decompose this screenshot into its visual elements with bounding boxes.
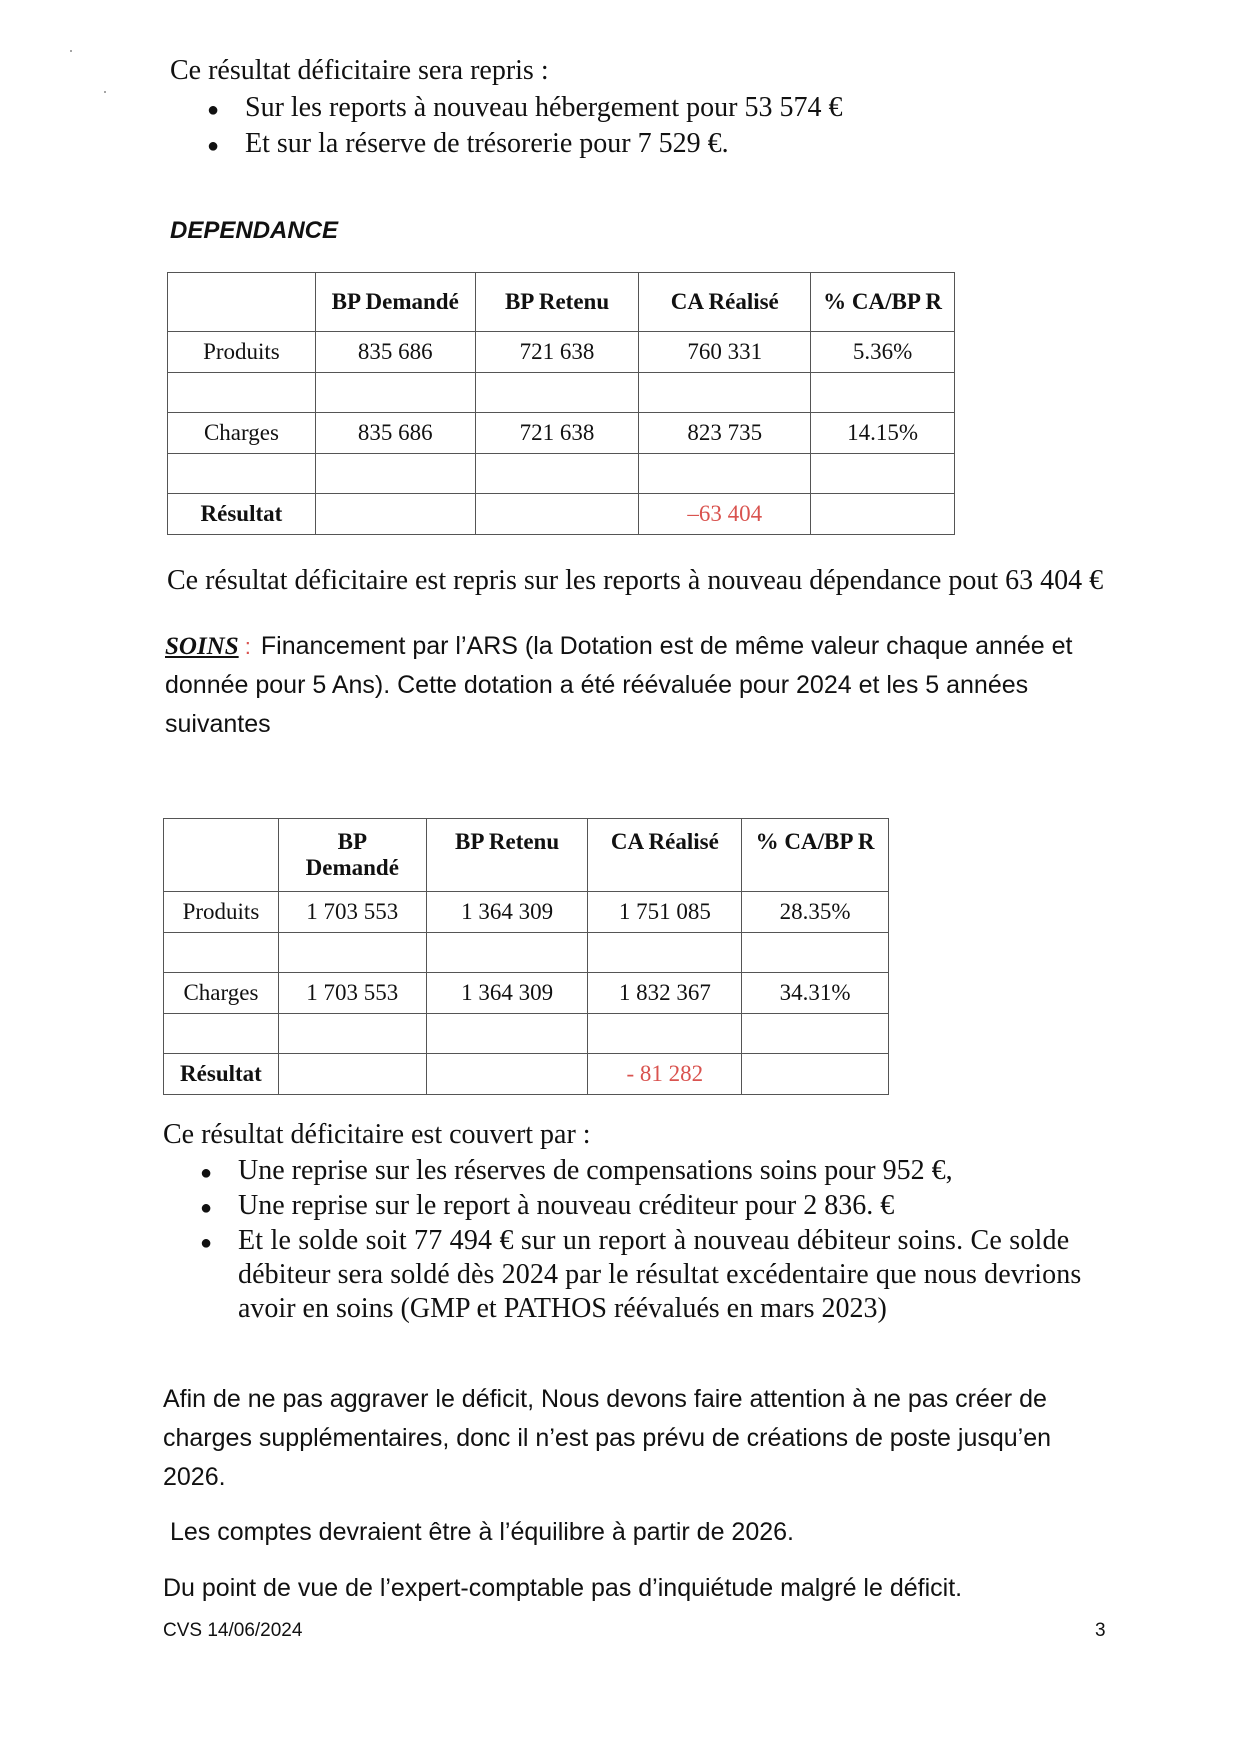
conclusion-line: 2026. [163, 1463, 226, 1491]
header-cell: % CA/BP R [742, 819, 889, 892]
soins-label: SOINS [165, 633, 239, 660]
cell-pct: 28.35% [742, 892, 889, 933]
table-header-row [168, 273, 955, 332]
soins-bullet: Et le solde soit 77 494 € sur un report à nouveau débiteur soins. Ce solde [238, 1225, 1070, 1256]
intro-text: Ce résultat déficitaire sera repris : [170, 55, 549, 86]
soins-text: suivantes [165, 710, 271, 738]
header-cell: % CA/BP R [811, 273, 955, 332]
scan-speck [70, 50, 72, 52]
header-cell-bp-demande [278, 819, 426, 892]
cell-ca-realise: 823 735 [639, 413, 811, 454]
cell-ca-realise: 1 751 085 [588, 892, 742, 933]
soins-separator: : [238, 634, 251, 659]
header-cell: BP Demandé [315, 273, 475, 332]
table-row-empty [164, 1014, 889, 1054]
footer-date: CVS 14/06/2024 [163, 1620, 303, 1641]
cell-resultat-value: - 81 282 [588, 1054, 742, 1095]
cell-pct: 34.31% [742, 973, 889, 1014]
soins-text: donnée pour 5 Ans). Cette dotation a été réévaluée pour 2024 et les 5 années [165, 671, 1029, 699]
conclusion-line: charges supplémentaires, donc il n’est pas prévu de créations de poste jusqu’en [163, 1424, 1052, 1452]
expert-text: Du point de vue de l’expert-comptable pas d’inquiétude malgré le déficit. [163, 1574, 963, 1602]
row-label: Résultat [168, 494, 316, 535]
soins-bullet-cont: avoir en soins (GMP et PATHOS réévalués en mars 2023) [238, 1293, 887, 1324]
header-line: BP [337, 829, 367, 854]
table-row-resultat [168, 494, 955, 535]
header-cell: BP Retenu [475, 273, 639, 332]
cell-bp-retenu: 1 364 309 [426, 973, 588, 1014]
table-row [168, 332, 955, 373]
intro-bullet: Sur les reports à nouveau hébergement pour 53 574 € [245, 92, 843, 123]
conclusion-line: Afin de ne pas aggraver le déficit, Nous devons faire attention à ne pas créer de [163, 1385, 1047, 1413]
cell-pct: 14.15% [811, 413, 955, 454]
dependance-note: Ce résultat déficitaire est repris sur les reports à nouveau dépendance pout 63 404 € [167, 565, 1104, 596]
row-label: Résultat [164, 1054, 279, 1095]
bullet-dot: ● [207, 135, 220, 157]
row-label: Produits [168, 332, 316, 373]
soins-text: Financement par l’ARS (la Dotation est de même valeur chaque année et [260, 632, 1073, 660]
cell-bp-demande: 835 686 [315, 413, 475, 454]
bullet-dot: ● [200, 1197, 213, 1219]
soins-covered-intro: Ce résultat déficitaire est couvert par : [163, 1119, 591, 1150]
table-row-empty [168, 373, 955, 413]
table-row [168, 413, 955, 454]
bullet-dot: ● [200, 1232, 213, 1254]
table-header-row [164, 819, 889, 892]
intro-bullet: Et sur la réserve de trésorerie pour 7 529 €. [245, 128, 729, 159]
soins-table [163, 818, 889, 1095]
cell-bp-demande: 1 703 553 [278, 973, 426, 1014]
header-cell [164, 819, 279, 892]
header-cell [168, 273, 316, 332]
cell-bp-retenu: 1 364 309 [426, 892, 588, 933]
soins-bullet-cont: débiteur sera soldé dès 2024 par le résultat excédentaire que nous devrions [238, 1259, 1082, 1290]
cell-bp-demande: 1 703 553 [278, 892, 426, 933]
table-row-empty [164, 933, 889, 973]
row-label: Charges [168, 413, 316, 454]
page-number: 3 [1095, 1620, 1106, 1641]
cell-ca-realise: 760 331 [639, 332, 811, 373]
soins-line [165, 632, 1072, 661]
table-row-resultat [164, 1054, 889, 1095]
header-cell: BP Retenu [426, 819, 588, 892]
cell-ca-realise: 1 832 367 [588, 973, 742, 1014]
dependance-table [167, 272, 955, 535]
cell-bp-demande: 835 686 [315, 332, 475, 373]
soins-bullet: Une reprise sur le report à nouveau créditeur pour 2 836. € [238, 1190, 895, 1221]
table-row-empty [168, 454, 955, 494]
soins-bullet: Une reprise sur les réserves de compensations soins pour 952 €, [238, 1155, 953, 1186]
bullet-dot: ● [207, 99, 220, 121]
section-heading-dependance: DEPENDANCE [170, 217, 339, 244]
row-label: Charges [164, 973, 279, 1014]
cell-resultat-value: –63 404 [639, 494, 811, 535]
cell-bp-retenu: 721 638 [475, 332, 639, 373]
bullet-dot: ● [200, 1162, 213, 1184]
scan-speck [104, 91, 106, 93]
header-line: Demandé [305, 855, 399, 880]
table-row [164, 973, 889, 1014]
equilibre-text: Les comptes devraient être à l’équilibre à partir de 2026. [170, 1518, 794, 1546]
table-row [164, 892, 889, 933]
cell-bp-retenu: 721 638 [475, 413, 639, 454]
row-label: Produits [164, 892, 279, 933]
header-cell: CA Réalisé [588, 819, 742, 892]
cell-pct: 5.36% [811, 332, 955, 373]
header-cell: CA Réalisé [639, 273, 811, 332]
